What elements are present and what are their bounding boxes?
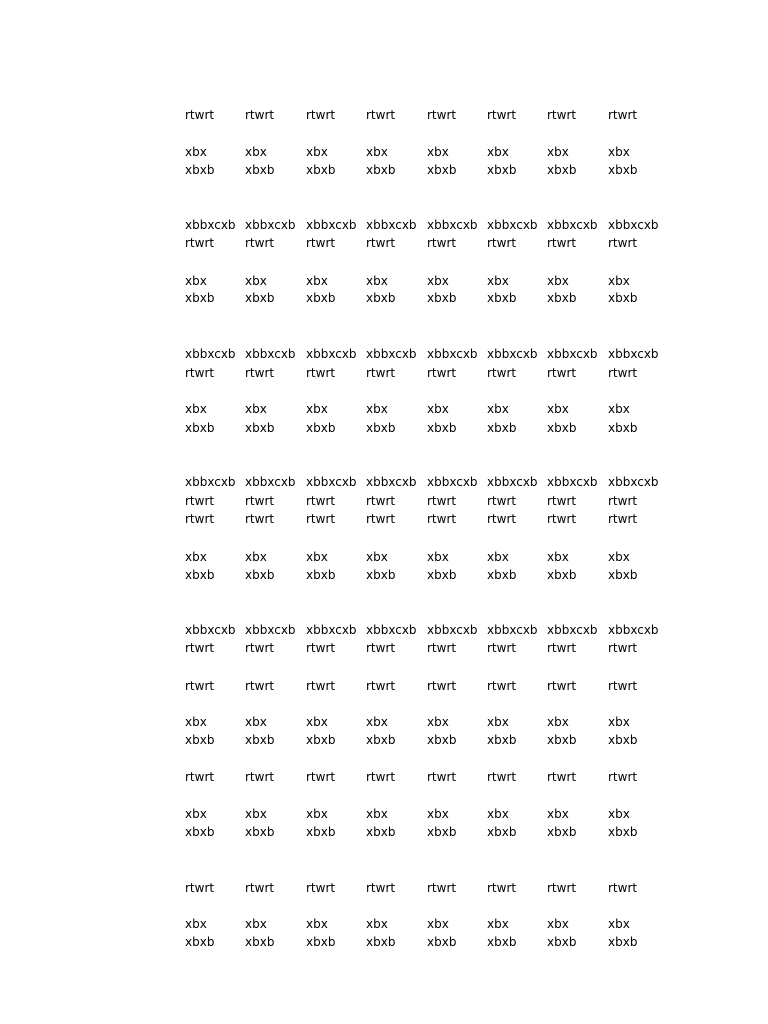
text-cell: rtwrt — [306, 881, 336, 895]
text-cell: xbx — [366, 145, 388, 159]
text-cell: xbx — [185, 917, 207, 931]
text-cell: xbxb — [245, 163, 275, 177]
text-cell: xbbxcxb — [366, 218, 417, 232]
text-cell: xbbxcxb — [427, 347, 478, 361]
text-cell: rtwrt — [306, 494, 336, 508]
text-cell: rtwrt — [306, 512, 336, 526]
text-cell: xbxb — [608, 163, 638, 177]
text-cell: xbbxcxb — [427, 218, 478, 232]
text-cell: xbxb — [245, 421, 275, 435]
text-cell: xbbxcxb — [366, 347, 417, 361]
text-cell: rtwrt — [185, 494, 215, 508]
text-cell: xbbxcxb — [306, 347, 357, 361]
text-cell: xbx — [306, 274, 328, 288]
text-cell: rtwrt — [487, 366, 517, 380]
text-cell: rtwrt — [245, 236, 275, 250]
text-cell: xbx — [487, 145, 509, 159]
text-cell: rtwrt — [608, 366, 638, 380]
text-cell: xbx — [487, 807, 509, 821]
text-cell: xbbxcxb — [608, 347, 659, 361]
text-cell: xbx — [306, 715, 328, 729]
text-cell: xbxb — [185, 733, 215, 747]
text-cell: rtwrt — [306, 770, 336, 784]
text-cell: xbx — [366, 550, 388, 564]
text-cell: xbx — [608, 550, 630, 564]
text-cell: rtwrt — [245, 881, 275, 895]
text-cell: xbxb — [245, 825, 275, 839]
text-cell: xbbxcxb — [366, 623, 417, 637]
text-cell: rtwrt — [366, 108, 396, 122]
text-cell: rtwrt — [306, 366, 336, 380]
text-cell: xbx — [366, 715, 388, 729]
text-cell: rtwrt — [366, 881, 396, 895]
text-cell: xbxb — [185, 568, 215, 582]
text-cell: xbxb — [366, 163, 396, 177]
text-cell: xbxb — [245, 291, 275, 305]
text-cell: rtwrt — [245, 641, 275, 655]
text-cell: xbx — [608, 917, 630, 931]
text-cell: xbx — [245, 550, 267, 564]
text-cell: rtwrt — [608, 108, 638, 122]
text-cell: xbx — [427, 917, 449, 931]
text-cell: xbx — [608, 807, 630, 821]
text-cell: xbx — [608, 145, 630, 159]
text-cell: xbxb — [608, 935, 638, 949]
text-cell: xbbxcxb — [487, 623, 538, 637]
text-cell: xbxb — [547, 291, 577, 305]
text-cell: xbxb — [306, 935, 336, 949]
text-cell: rtwrt — [185, 641, 215, 655]
text-cell: xbbxcxb — [547, 218, 598, 232]
text-cell: rtwrt — [366, 366, 396, 380]
text-cell: xbxb — [427, 935, 457, 949]
text-cell: xbx — [185, 715, 207, 729]
text-cell: xbbxcxb — [547, 623, 598, 637]
text-cell: xbx — [427, 145, 449, 159]
text-cell: xbxb — [306, 421, 336, 435]
text-cell: rtwrt — [487, 679, 517, 693]
text-cell: rtwrt — [427, 641, 457, 655]
text-cell: xbx — [608, 715, 630, 729]
text-cell: xbbxcxb — [608, 218, 659, 232]
text-cell: xbx — [427, 402, 449, 416]
text-cell: xbx — [245, 715, 267, 729]
text-cell: xbxb — [366, 825, 396, 839]
text-cell: rtwrt — [547, 770, 577, 784]
text-cell: xbx — [547, 402, 569, 416]
text-cell: xbxb — [245, 733, 275, 747]
text-cell: rtwrt — [366, 641, 396, 655]
text-cell: xbxb — [185, 163, 215, 177]
text-cell: rtwrt — [306, 679, 336, 693]
text-cell: xbxb — [608, 825, 638, 839]
text-cell: xbx — [185, 145, 207, 159]
text-cell: rtwrt — [608, 641, 638, 655]
text-cell: xbbxcxb — [185, 347, 236, 361]
text-cell: xbxb — [608, 421, 638, 435]
text-cell: xbxb — [306, 733, 336, 747]
text-cell: rtwrt — [245, 108, 275, 122]
text-cell: xbx — [487, 917, 509, 931]
text-cell: xbxb — [608, 291, 638, 305]
text-cell: rtwrt — [547, 108, 577, 122]
text-cell: xbbxcxb — [487, 218, 538, 232]
text-cell: xbxb — [366, 291, 396, 305]
text-cell: xbxb — [608, 733, 638, 747]
text-cell: xbxb — [366, 421, 396, 435]
text-cell: xbbxcxb — [306, 623, 357, 637]
text-cell: rtwrt — [487, 236, 517, 250]
text-cell: xbx — [427, 550, 449, 564]
text-cell: xbxb — [608, 568, 638, 582]
text-cell: xbx — [245, 274, 267, 288]
text-cell: xbxb — [245, 935, 275, 949]
text-cell: rtwrt — [547, 881, 577, 895]
text-cell: xbxb — [366, 935, 396, 949]
text-cell: xbx — [547, 550, 569, 564]
text-cell: rtwrt — [547, 512, 577, 526]
text-cell: xbx — [608, 402, 630, 416]
text-cell: rtwrt — [547, 641, 577, 655]
text-cell: xbx — [487, 274, 509, 288]
text-cell: xbxb — [487, 825, 517, 839]
text-cell: rtwrt — [487, 108, 517, 122]
text-cell: xbxb — [487, 421, 517, 435]
text-cell: rtwrt — [547, 679, 577, 693]
text-cell: xbx — [366, 917, 388, 931]
text-cell: xbxb — [547, 825, 577, 839]
text-cell: xbbxcxb — [306, 218, 357, 232]
text-cell: rtwrt — [487, 641, 517, 655]
text-cell: xbbxcxb — [547, 475, 598, 489]
text-cell: xbx — [306, 145, 328, 159]
text-cell: xbbxcxb — [185, 623, 236, 637]
text-cell: xbbxcxb — [608, 475, 659, 489]
text-cell: xbx — [245, 917, 267, 931]
text-cell: xbx — [487, 715, 509, 729]
text-cell: rtwrt — [427, 679, 457, 693]
text-cell: xbx — [306, 807, 328, 821]
text-cell: rtwrt — [547, 366, 577, 380]
text-cell: xbxb — [185, 935, 215, 949]
text-cell: xbxb — [427, 733, 457, 747]
text-cell: rtwrt — [366, 512, 396, 526]
text-cell: rtwrt — [185, 881, 215, 895]
text-cell: xbbxcxb — [487, 475, 538, 489]
text-cell: xbbxcxb — [185, 218, 236, 232]
text-cell: xbx — [608, 274, 630, 288]
text-cell: rtwrt — [608, 881, 638, 895]
text-cell: rtwrt — [306, 108, 336, 122]
text-cell: xbx — [366, 274, 388, 288]
text-cell: xbx — [306, 402, 328, 416]
text-cell: xbxb — [306, 825, 336, 839]
text-cell: xbxb — [547, 733, 577, 747]
text-cell: rtwrt — [427, 881, 457, 895]
text-cell: rtwrt — [608, 236, 638, 250]
text-cell: rtwrt — [608, 679, 638, 693]
text-cell: rtwrt — [427, 366, 457, 380]
text-cell: rtwrt — [487, 881, 517, 895]
text-cell: xbx — [427, 807, 449, 821]
text-cell: rtwrt — [427, 494, 457, 508]
text-cell: xbxb — [245, 568, 275, 582]
text-cell: rtwrt — [245, 512, 275, 526]
text-cell: rtwrt — [427, 512, 457, 526]
text-cell: xbxb — [427, 291, 457, 305]
text-cell: rtwrt — [185, 679, 215, 693]
text-cell: rtwrt — [306, 236, 336, 250]
text-cell: xbx — [547, 274, 569, 288]
text-cell: xbxb — [487, 291, 517, 305]
text-cell: xbxb — [306, 291, 336, 305]
text-cell: xbxb — [306, 163, 336, 177]
text-cell: rtwrt — [427, 108, 457, 122]
text-cell: rtwrt — [608, 770, 638, 784]
text-cell: xbx — [185, 402, 207, 416]
text-cell: rtwrt — [487, 770, 517, 784]
text-cell: xbx — [547, 917, 569, 931]
text-cell: rtwrt — [547, 236, 577, 250]
text-cell: xbx — [547, 715, 569, 729]
text-cell: rtwrt — [366, 236, 396, 250]
text-cell: xbxb — [427, 163, 457, 177]
text-cell: rtwrt — [366, 494, 396, 508]
text-cell: xbbxcxb — [366, 475, 417, 489]
text-cell: xbx — [185, 807, 207, 821]
text-cell: xbxb — [366, 568, 396, 582]
text-cell: xbx — [427, 715, 449, 729]
text-cell: xbx — [185, 274, 207, 288]
text-cell: xbbxcxb — [245, 623, 296, 637]
text-cell: xbxb — [185, 825, 215, 839]
text-cell: rtwrt — [608, 494, 638, 508]
text-cell: xbxb — [487, 163, 517, 177]
text-cell: xbbxcxb — [185, 475, 236, 489]
text-cell: rtwrt — [487, 494, 517, 508]
text-cell: xbxb — [547, 163, 577, 177]
text-cell: xbx — [547, 145, 569, 159]
text-cell: xbbxcxb — [608, 623, 659, 637]
text-cell: rtwrt — [245, 366, 275, 380]
text-cell: xbxb — [487, 568, 517, 582]
text-cell: xbbxcxb — [245, 475, 296, 489]
text-cell: xbbxcxb — [427, 475, 478, 489]
text-cell: xbxb — [366, 733, 396, 747]
text-cell: rtwrt — [547, 494, 577, 508]
text-cell: rtwrt — [185, 512, 215, 526]
text-cell: rtwrt — [366, 770, 396, 784]
text-cell: xbx — [245, 145, 267, 159]
text-cell: xbx — [245, 807, 267, 821]
text-cell: xbxb — [547, 935, 577, 949]
text-cell: xbx — [185, 550, 207, 564]
text-cell: xbxb — [185, 421, 215, 435]
text-cell: rtwrt — [608, 512, 638, 526]
text-cell: rtwrt — [427, 770, 457, 784]
text-cell: rtwrt — [427, 236, 457, 250]
text-cell: xbx — [487, 550, 509, 564]
text-cell: xbbxcxb — [547, 347, 598, 361]
text-cell: rtwrt — [185, 236, 215, 250]
text-cell: xbbxcxb — [245, 347, 296, 361]
text-cell: xbx — [366, 402, 388, 416]
text-cell: rtwrt — [185, 366, 215, 380]
text-cell: rtwrt — [487, 512, 517, 526]
text-cell: xbxb — [185, 291, 215, 305]
text-cell: rtwrt — [306, 641, 336, 655]
text-cell: xbx — [306, 917, 328, 931]
text-cell: xbxb — [487, 733, 517, 747]
text-cell: rtwrt — [245, 679, 275, 693]
text-cell: xbx — [245, 402, 267, 416]
text-cell: xbbxcxb — [427, 623, 478, 637]
text-cell: xbxb — [427, 421, 457, 435]
text-cell: xbx — [547, 807, 569, 821]
text-cell: xbxb — [427, 568, 457, 582]
text-cell: rtwrt — [185, 108, 215, 122]
text-cell: rtwrt — [245, 494, 275, 508]
text-cell: xbx — [366, 807, 388, 821]
text-cell: rtwrt — [366, 679, 396, 693]
text-cell: xbxb — [427, 825, 457, 839]
text-cell: xbx — [306, 550, 328, 564]
text-cell: xbbxcxb — [487, 347, 538, 361]
text-cell: rtwrt — [185, 770, 215, 784]
text-cell: xbx — [427, 274, 449, 288]
text-cell: xbxb — [547, 568, 577, 582]
text-cell: xbbxcxb — [306, 475, 357, 489]
text-cell: xbx — [487, 402, 509, 416]
text-cell: xbxb — [547, 421, 577, 435]
text-cell: xbxb — [306, 568, 336, 582]
text-cell: xbxb — [487, 935, 517, 949]
text-cell: rtwrt — [245, 770, 275, 784]
text-cell: xbbxcxb — [245, 218, 296, 232]
